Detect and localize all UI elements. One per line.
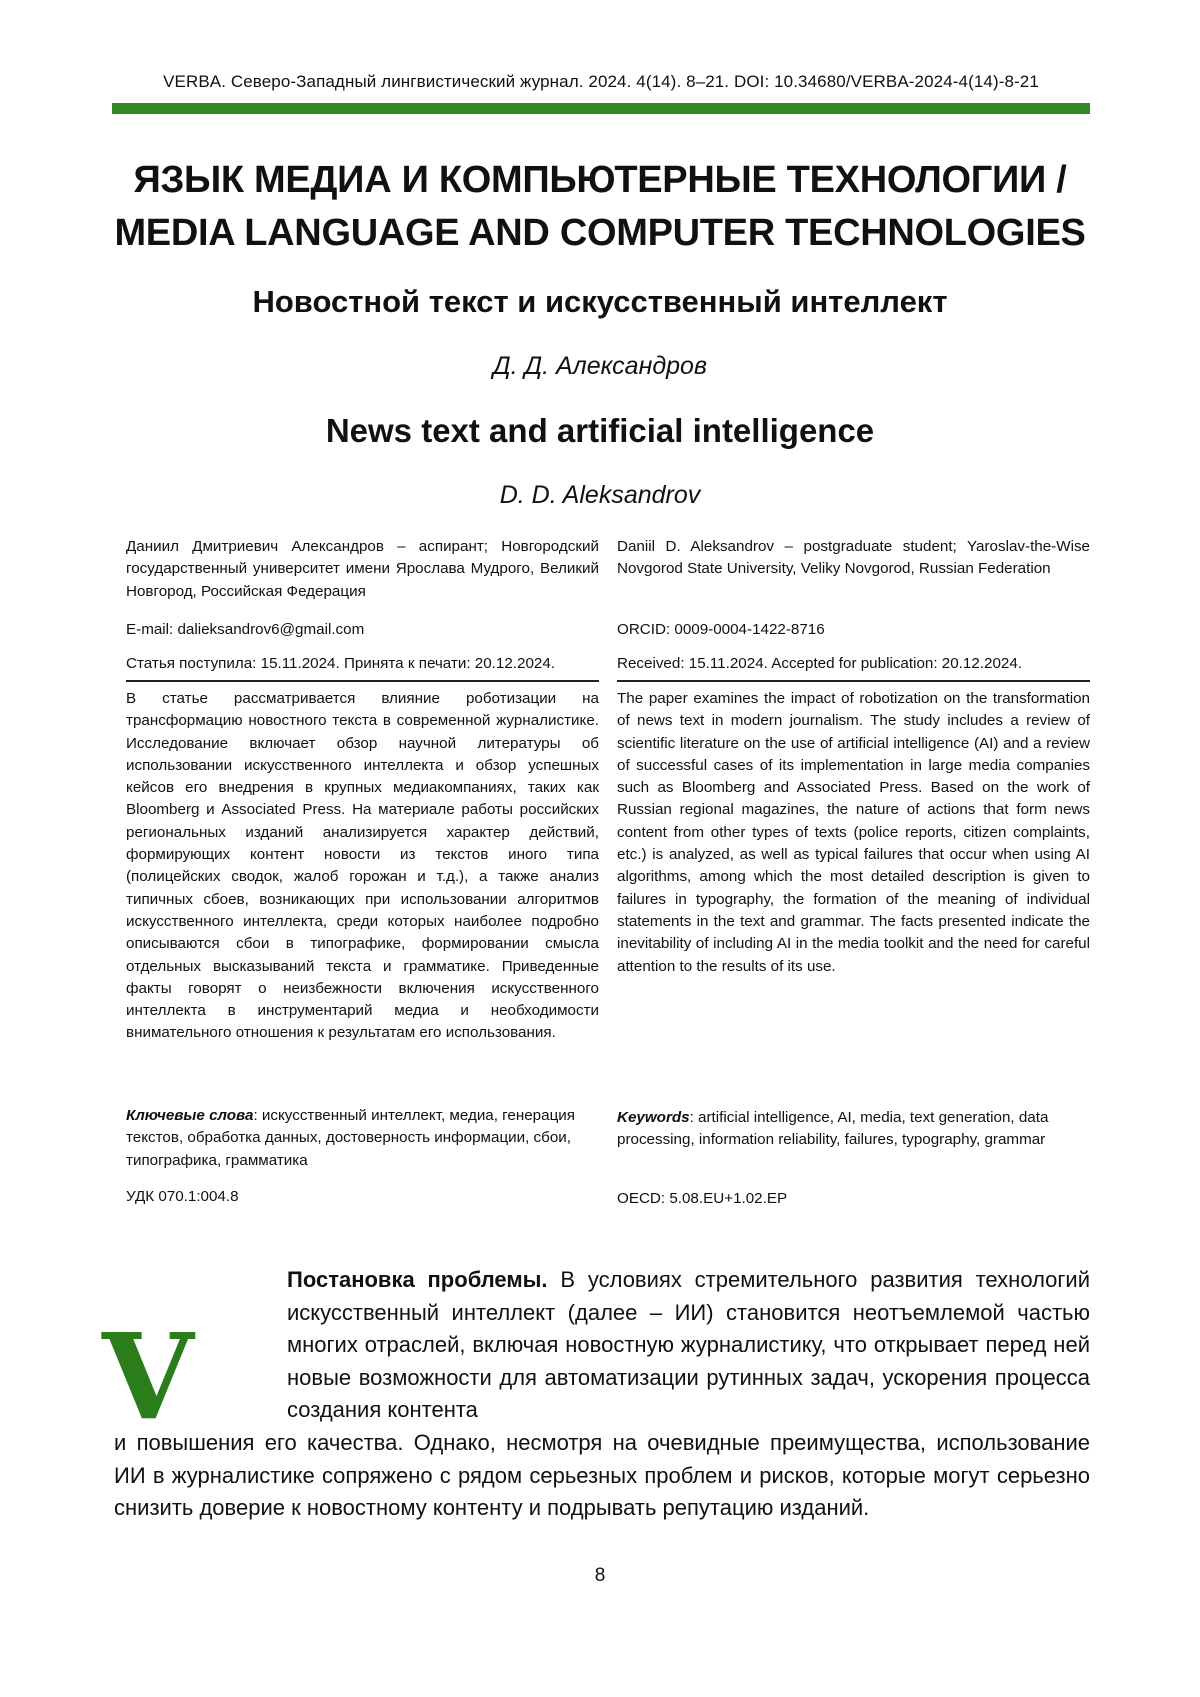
keywords-text-en: : artificial intelligence, AI, media, text generation, data processing, information reliability, failures, typography, grammar <box>617 1109 1049 1149</box>
abstract-ru: В статье рассматривается влияние роботизации на трансформацию новостного текста в современной журналистике. Исследование включает обзор научной литературы об использовании искусственного интеллекта и обзор успешных кейсов его внедрения в крупных медиакомпаниях, таких как Bloomberg и Associated Press. На материале работы российских региональных изданий анализируется характер действий, формирующих контент новости из текстов иного типа (полицейских сводок, жалоб горожан и т.д.), а также анализ типичных сбоев, возникающих при использовании алгоритмов искусственного интеллекта, среди которых наиболее подробно описываются сбои в типографике, формировании смысла отдельных высказываний текста и грамматике. Приведенные факты говорят о неизбежности включения искусственного интеллекта в инструментарий медиа и необходимости внимательного отношения к результатам его использования. <box>126 690 599 1042</box>
keywords-en <box>617 1107 1090 1152</box>
section-title-en: MEDIA LANGUAGE AND COMPUTER TECHNOLOGIES <box>114 212 1086 254</box>
section-title <box>80 154 1120 260</box>
orcid: ORCID: 0009-0004-1422-8716 <box>617 621 825 638</box>
dates-rule-ru <box>126 680 599 682</box>
dates-ru: Статья поступила: 15.11.2024. Принята к печати: 20.12.2024. <box>126 655 556 672</box>
section-title-ru: ЯЗЫК МЕДИА И КОМПЬЮТЕРНЫЕ ТЕХНОЛОГИИ / <box>133 159 1067 201</box>
header-rule <box>112 103 1090 114</box>
keywords-label-en: Keywords <box>617 1109 690 1126</box>
oecd-code: OECD: 5.08.EU+1.02.EP <box>617 1190 788 1207</box>
body-paragraph-full: и повышения его качества. Однако, несмотря на очевидные преимущества, использование ИИ в журналистике сопряжено с рядом серьезных проблем и рисков, которые могут серьезно снизить доверие к новостному контенту и подрывать репутацию изданий. <box>114 1430 1090 1520</box>
body-paragraph-indented <box>287 1264 1090 1427</box>
author-ru: Д. Д. Александров <box>492 352 708 380</box>
author-en: D. D. Aleksandrov <box>499 481 701 509</box>
dates-en: Received: 15.11.2024. Accepted for publication: 20.12.2024. <box>617 655 1023 672</box>
affiliation-en: Daniil D. Aleksandrov – postgraduate student; Yaroslav-the-Wise Novgorod State University, Veliky Novgorod, Russian Federation <box>617 538 1090 578</box>
keywords-text-ru: : искусственный интеллект, медиа, генерация текстов, обработка данных, достоверность информации, сбои, типографика, грамматика <box>126 1107 575 1169</box>
article-title-en: News text and artificial intelligence <box>325 412 875 449</box>
running-header: VERBA. Северо-Западный лингвистический журнал. 2024. 4(14). 8–21. DOI: 10.34680/VERBA-2024-4(14)-8-21 <box>163 72 1039 91</box>
abstract-en: The paper examines the impact of robotization on the transformation of news text in modern journalism. The study includes a review of scientific literature on the use of artificial intelligence (AI) and a review of successful cases of its implementation in large media companies such as Bloomberg and Associated Press. Based on the work of Russian regional magazines, the nature of actions that form news content from other types of texts (police reports, citizen complaints, etc.) is analyzed, as well as typical failures that occur when using AI algorithms, among which the most detailed description is given to failures in typography, the formation of the meaning of individual statements in the text and grammar. The facts presented indicate the inevitability of including AI in the media toolkit and the need for careful attention to the results of its use. <box>617 690 1090 975</box>
body-text-indented: В условиях стремительного развития технологий искусственный интеллект (далее – ИИ) становится неотъемлемой частью многих отраслей, включая новостную журналистику, что открывает перед ней новые возможности для автоматизации рутинных задач, ускорения процесса создания контента <box>287 1267 1091 1422</box>
udc-code: УДК 070.1:004.8 <box>126 1188 239 1205</box>
email: E-mail: dalieksandrov6@gmail.com <box>126 621 365 638</box>
keywords-ru <box>126 1105 599 1172</box>
article-title-ru: Новостной текст и искусственный интеллект <box>252 284 948 319</box>
section-lead: Постановка проблемы. <box>287 1267 548 1292</box>
keywords-label-ru: Ключевые слова <box>126 1107 254 1124</box>
dates-rule-en <box>617 680 1090 682</box>
page-number: 8 <box>594 1565 606 1586</box>
affiliation-ru: Даниил Дмитриевич Александров – аспирант; Новгородский государственный университет имени Ярослава Мудрого, Великий Новгород, Российская Федерация <box>126 538 599 600</box>
drop-cap: V <box>102 1307 194 1446</box>
